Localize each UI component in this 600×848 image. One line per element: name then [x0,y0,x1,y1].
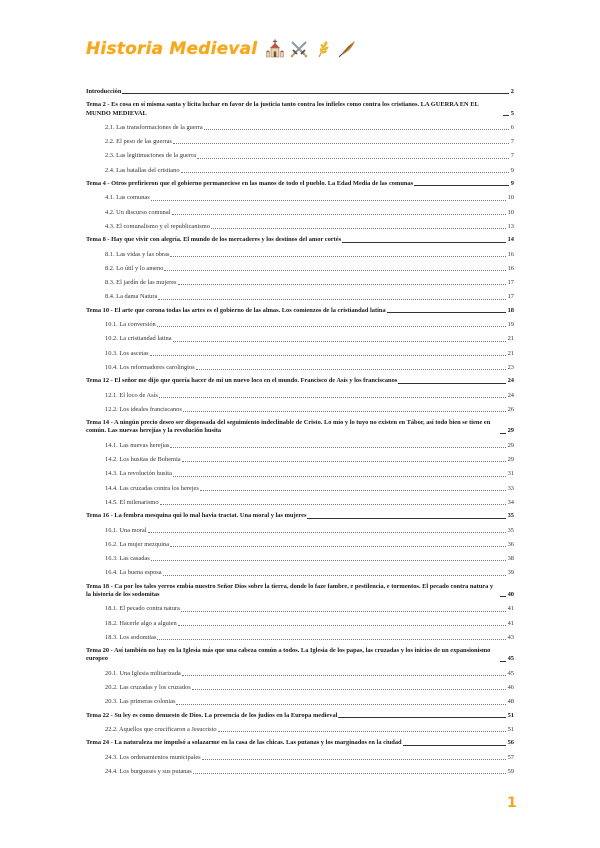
toc-section-entry[interactable] [86,392,514,400]
toc-entry-title: 8.1. Las vidas y las obras [105,250,170,258]
toc-leader [170,545,506,547]
toc-section-entry[interactable] [86,605,514,613]
toc-entry-page: 41 [507,605,514,613]
toc-entry-page: 5 [510,109,514,117]
toc-entry-page: 2 [510,88,514,95]
toc-entry-title: 8.2. Lo útil y lo ameno [105,264,164,272]
toc-entry-page: 59 [507,767,514,775]
toc-leader [150,354,506,356]
toc-leader [173,475,506,477]
toc-entry-title: 12.2. Los ideales franciscanos [105,405,182,413]
toc-section-entry[interactable] [86,698,514,706]
toc-entry-title: 24.4. Los burgueses y sus putanas [105,767,192,775]
toc-section-entry[interactable] [86,541,514,549]
toc-entry-title: 10.4. Los reformadores carolingios [105,363,195,371]
toc-entry-title: 18.2. Hacerle algo a alguien [105,619,177,627]
toc-leader [500,660,506,662]
toc-entry-title: 18.3. Los sodomitas [105,633,157,641]
toc-section-entry[interactable] [86,442,514,450]
toc-entry-title: Tema 4 - Otros prefirieron que el gobierno permaneciese en las manos de todo el pueblo. La Edad Media de las comunas [86,180,414,188]
toc-entry-page: 31 [507,470,514,478]
toc-chapter-entry[interactable] [86,377,514,385]
document-title: Historia Medieval [86,39,258,59]
toc-entry-title: Tema 2 - Es cosa en sí misma santa y lícita luchar en favor de la justicia tanto contra los infieles como contra los cristianos. LA GUERRA EN EL MUNDO MEDIEVAL [86,101,479,117]
toc-leader [307,517,505,519]
toc-entry-title: 4.3. El comunalismo y el republicanismo [105,222,210,230]
toc-entry-title: 18.1. El pecado contra natura [105,605,180,613]
toc-entry-page: 16 [507,250,514,258]
toc-entry-page: 13 [507,222,514,230]
toc-entry-page: 10 [507,194,514,202]
toc-leader [178,624,506,626]
toc-section-entry[interactable] [86,350,514,358]
toc-entry-title: Tema 10 - El arte que corona todas las artes es el gobierno de las almas. Los comienzos de la cristiandad latina [86,306,386,314]
toc-leader [160,503,506,505]
toc-entry-page: 51 [507,711,514,719]
toc-entry-title: 8.3. El jardín de las mujeres [105,279,177,287]
toc-leader [151,199,506,201]
toc-entry-page: 40 [507,590,514,598]
toc-section-entry[interactable] [86,293,514,301]
toc-chapter-entry[interactable] [86,180,514,188]
toc-entry-title: 2.3. Las legitimaciones de la guerra [105,152,197,160]
toc-entry-page: 18 [507,306,514,314]
toc-section-entry[interactable] [86,684,514,692]
toc-entry-title: Tema 24 - La naturaleza me impulsó a solazarme en la casa de las chicas. Las putanas y los marginados en la ciudad [86,739,402,747]
toc-entry-page: 24 [507,377,514,385]
toc-entry-page: 19 [507,321,514,329]
toc-entry-page: 17 [507,279,514,287]
church-icon [265,39,285,59]
toc-section-entry[interactable] [86,406,514,414]
toc-leader [403,744,506,746]
toc-section-entry[interactable] [86,499,514,507]
toc-entry-title: Tema 14 - A ningún precio deseo ser dispensada del seguimiento indeclinable de Cristo. Lo mío y lo tuyo no existen en Tábor, así todo bien se tiene en común. Las nuevas herejías y la revolución husita [86,419,491,435]
toc-entry-page: 29 [507,427,514,435]
toc-entry-page: 46 [507,684,514,692]
toc-entry-title: 20.2. Las cruzadas y los cruzados [105,684,191,692]
toc-entry-page: 35 [507,526,514,534]
toc-entry-page: 29 [507,441,514,449]
toc-section-entry[interactable] [86,364,514,372]
toc-entry-title: Tema 16 - La fembra mesquina qui lo mal havia tractat. Una moral y las mujeres [86,512,307,520]
toc-section-entry[interactable] [86,335,514,343]
toc-leader [178,283,506,285]
toc-section-entry[interactable] [86,223,514,231]
toc-entry-title: 20.1. Una Iglesia militarizada [105,669,181,677]
toc-section-entry[interactable] [86,485,514,493]
toc-entry-title: 16.3. Las casadas [105,555,150,563]
quill-icon [337,39,357,59]
toc-chapter-entry[interactable] [86,647,514,664]
toc-entry-page: 14 [507,236,514,244]
toc-entry-title: 14.2. Los husitas de Bohemia [105,456,181,464]
toc-entry-title: 20.3. Las primeras colonias [105,698,176,706]
toc-entry-title: 10.3. Los ascetas [105,349,149,357]
toc-entry-title: Tema 8 - Hay que vivir con alegría. El mundo de los mercaderes y los destinos del amor cortés [86,236,342,244]
toc-leader [170,255,505,257]
toc-chapter-entry[interactable] [86,583,514,600]
toc-entry-title: 4.2. Un discurso comunal [105,208,171,216]
toc-section-entry[interactable] [86,569,514,577]
toc-entry-page: 51 [507,725,514,733]
toc-leader [159,396,506,398]
toc-entry-page: 23 [507,363,514,371]
toc-leader [122,92,508,94]
page-number: 1 [507,795,517,811]
toc-entry-page: 57 [507,753,514,761]
toc-chapter-entry[interactable] [86,307,514,315]
toc-leader [173,142,509,144]
toc-leader [176,703,505,705]
toc-leader [183,410,506,412]
toc-leader [182,674,506,676]
toc-entry-title: 4.1. Las comunas [105,194,150,202]
toc-section-entry[interactable] [86,634,514,642]
toc-entry-page: 45 [507,669,514,677]
toc-entry-title: Tema 22 - Su ley es como denuesto de Dios. La presencia de los judíos en la Europa medieval [86,711,338,719]
toc-entry-page: 21 [507,349,514,357]
toc-leader [151,559,506,561]
toc-leader [211,227,506,229]
toc-chapter-entry[interactable] [86,419,514,436]
toc-leader [158,298,505,300]
toc-entry-title: 14.4. Las cruzadas contra los herejes [105,484,199,492]
toc-entry-page: 38 [507,555,514,563]
toc-section-entry[interactable] [86,527,514,535]
toc-section-entry[interactable] [86,321,514,329]
toc-entry-title: 2.4. Las batallas del cristiano [105,166,180,174]
toc-leader [387,311,506,313]
toc-entry-title: Tema 18 - Ca por los tales yerros embía nuestro Señor Dios sobre la tierra, donde lo faze fambre, e pestilencia, e tormentos. El pecado contra natura y la historia de los sodomitas [86,582,494,598]
toc-leader [197,157,509,159]
toc-leader [181,610,506,612]
toc-chapter-entry[interactable] [86,236,514,244]
toc-entry-page: 24 [507,391,514,399]
toc-leader [503,114,509,116]
toc-entry-page: 9 [510,180,514,188]
toc-entry-page: 7 [510,152,514,160]
toc-entry-page: 9 [510,166,514,174]
toc-leader [182,460,506,462]
toc-entry-title: 14.1. Las nuevas herejías [105,441,170,449]
toc-entry-page: 16 [507,264,514,272]
toc-entry-title: 2.1. Las transformaciones de la guerra [105,123,203,131]
toc-chapter-entry[interactable] [86,512,514,520]
toc-entry-title: 16.1. Una moral [105,526,147,534]
wheat-icon [313,39,333,59]
header-icons [265,39,357,59]
toc-section-entry[interactable] [86,470,514,478]
toc-leader [173,340,506,342]
toc-entry-page: 56 [507,739,514,747]
toc-leader [414,184,509,186]
toc-entry-title: 2.2. El peso de las guerras [105,138,172,146]
toc-entry-title: 10.1. La conversión [105,321,156,329]
toc-entry-page: 43 [507,633,514,641]
toc-chapter-entry[interactable] [86,712,514,720]
toc-entry-page: 6 [510,123,514,131]
toc-leader [193,772,506,774]
toc-entry-title: 16.4. La buena esposa [105,569,162,577]
toc-entry-page: 36 [507,540,514,548]
toc-leader [192,688,506,690]
toc-entry-title: 22.2. Aquellos que crucificaron a Jesucristo [105,725,217,733]
toc-entry-title: 14.5. El milenarismo [105,498,159,506]
toc-entry-title: 16.2. La mujer mezquina [105,540,170,548]
toc-leader [500,595,506,597]
toc-chapter-entry[interactable] [86,88,514,96]
crossed-swords-icon [289,39,309,59]
toc-section-entry[interactable] [86,138,514,146]
toc-entry-page: 41 [507,619,514,627]
toc-entry-page: 33 [507,484,514,492]
toc-leader [163,574,506,576]
toc-leader [157,638,505,640]
toc-leader [202,758,506,760]
toc-leader [338,716,505,718]
toc-leader [196,368,506,370]
toc-section-entry[interactable] [86,555,514,563]
toc-section-entry[interactable] [86,251,514,259]
toc-section-entry[interactable] [86,152,514,160]
toc-section-entry[interactable] [86,768,514,776]
toc-section-entry[interactable] [86,265,514,273]
toc-entry-title: 10.2. La cristiandad latina [105,335,172,343]
toc-leader [172,213,506,215]
toc-entry-title: Tema 12 - El señor me dijo que quería hacer de mí un nuevo loco en el mundo. Francisco de Asís y los franciscanos [86,377,398,385]
toc-entry-page: 29 [507,456,514,464]
toc-entry-title: 8.4. La dama Natura [105,293,158,301]
toc-entry-page: 39 [507,569,514,577]
toc-section-entry[interactable] [86,279,514,287]
toc-leader [218,730,506,732]
toc-entry-page: 21 [507,335,514,343]
toc-chapter-entry[interactable] [86,739,514,747]
toc-leader [342,241,506,243]
toc-leader [164,269,505,271]
toc-section-entry[interactable] [86,167,514,175]
toc-entry-title: 24.3. Los ordenamientos municipales [105,753,201,761]
table-of-contents [86,88,514,776]
toc-leader [170,446,505,448]
toc-leader [181,171,509,173]
toc-leader [157,325,506,327]
toc-section-entry[interactable] [86,620,514,628]
toc-entry-page: 17 [507,293,514,301]
toc-section-entry[interactable] [86,194,514,202]
toc-entry-title: Tema 20 - Así también no hay en la Iglesia más que una cabeza común a todos. La Iglesia de los papas, las cruzadas y los inicios de un expansionismo europeo [86,647,491,663]
toc-section-entry[interactable] [86,754,514,762]
toc-section-entry[interactable] [86,209,514,217]
toc-section-entry[interactable] [86,670,514,678]
toc-entry-page: 10 [507,208,514,216]
toc-entry-title: Introducción [86,88,122,95]
toc-leader [204,128,509,130]
toc-chapter-entry[interactable] [86,101,514,118]
page-header [86,36,357,62]
toc-entry-page: 48 [507,698,514,706]
toc-leader [200,489,506,491]
toc-section-entry[interactable] [86,726,514,734]
toc-entry-page: 35 [507,512,514,520]
toc-leader [148,531,506,533]
toc-section-entry[interactable] [86,456,514,464]
toc-entry-page: 7 [510,138,514,146]
toc-entry-page: 34 [507,498,514,506]
toc-section-entry[interactable] [86,124,514,132]
toc-entry-page: 26 [507,405,514,413]
toc-leader [398,382,505,384]
toc-leader [500,432,506,434]
toc-entry-title: 14.3. La revolución husita [105,470,172,478]
toc-entry-page: 45 [507,655,514,663]
toc-entry-title: 12.1. El loco de Asís [105,391,158,399]
